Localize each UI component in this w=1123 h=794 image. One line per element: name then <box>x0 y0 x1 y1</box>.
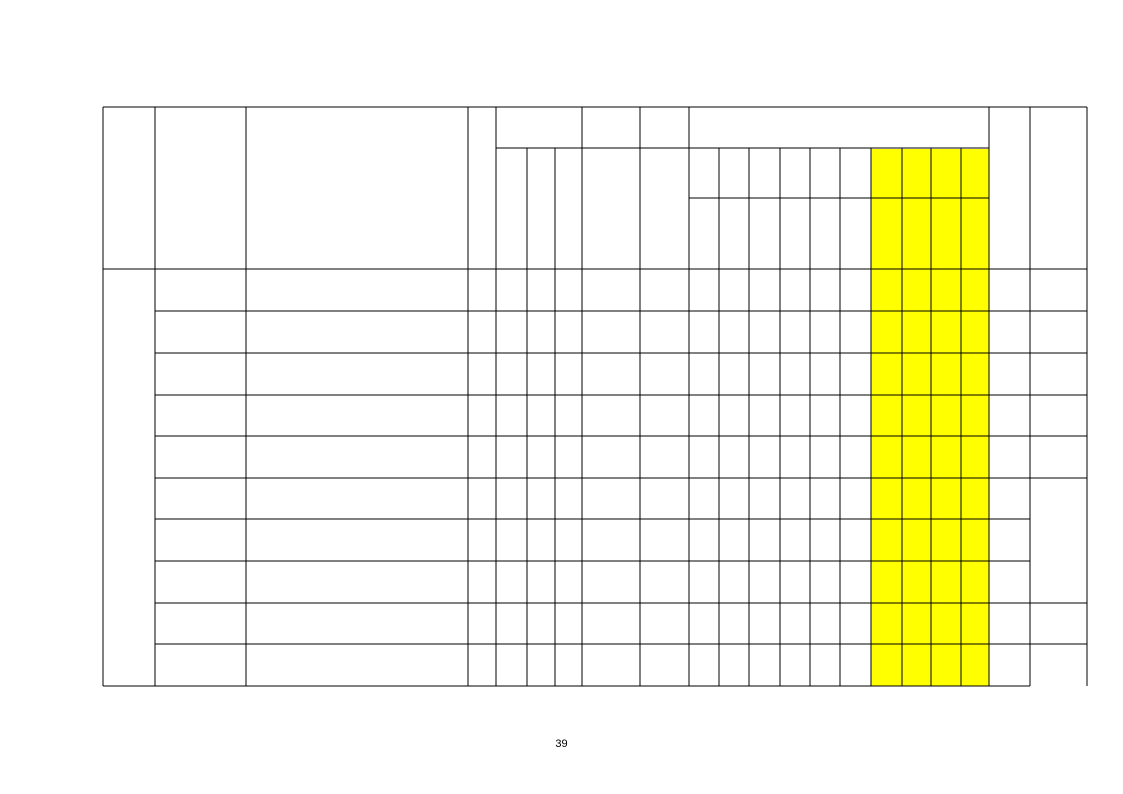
header-category <box>103 107 155 269</box>
weekly-hours-semester-10 <box>961 436 989 478</box>
theory-hours <box>527 353 555 395</box>
practice-hours <box>555 644 582 686</box>
weekly-hours-semester-8 <box>902 395 931 436</box>
total-hours <box>496 311 527 353</box>
header-module <box>989 107 1030 269</box>
weekly-hours-semester-1 <box>689 269 719 311</box>
weekly-hours-semester-5 <box>810 269 840 311</box>
weekly-hours-semester-7 <box>871 644 902 686</box>
weekly-hours-semester-5 <box>810 519 840 561</box>
weekly-hours-semester-10 <box>961 311 989 353</box>
header-semester-1 <box>689 148 719 198</box>
page-number: 39 <box>555 738 568 750</box>
weekly-hours-semester-1 <box>689 478 719 519</box>
weekly-hours-semester-10 <box>961 269 989 311</box>
course-nature <box>582 436 640 478</box>
weekly-hours-semester-10 <box>961 395 989 436</box>
course-code <box>155 561 246 603</box>
credit <box>468 311 496 353</box>
total-hours <box>496 353 527 395</box>
credit <box>468 603 496 644</box>
weekly-hours-semester-3 <box>749 311 780 353</box>
theory-hours <box>527 603 555 644</box>
weekly-hours-semester-3 <box>749 644 780 686</box>
theory-hours <box>527 269 555 311</box>
total-hours <box>496 561 527 603</box>
header-weekly-hours <box>871 198 902 269</box>
weekly-hours-semester-5 <box>810 353 840 395</box>
weekly-hours-semester-6 <box>840 478 871 519</box>
weekly-hours-semester-8 <box>902 561 931 603</box>
course-nature <box>582 603 640 644</box>
weekly-hours-semester-3 <box>749 353 780 395</box>
header-semester-5 <box>810 148 840 198</box>
header-weekly-hours <box>961 198 989 269</box>
credit <box>468 561 496 603</box>
course-name <box>246 603 468 644</box>
weekly-hours-semester-7 <box>871 603 902 644</box>
weekly-hours-semester-9 <box>931 561 961 603</box>
weekly-hours-semester-1 <box>689 603 719 644</box>
practice-hours <box>555 395 582 436</box>
header-weekly-hours <box>780 198 810 269</box>
weekly-hours-semester-2 <box>719 353 749 395</box>
weekly-hours-semester-4 <box>780 353 810 395</box>
total-hours <box>496 436 527 478</box>
weekly-hours-semester-5 <box>810 561 840 603</box>
weekly-hours-semester-4 <box>780 269 810 311</box>
weekly-hours-semester-8 <box>902 519 931 561</box>
header-weekly-hours <box>749 198 780 269</box>
header-department <box>1030 107 1087 269</box>
weekly-hours-semester-7 <box>871 519 902 561</box>
weekly-hours-semester-5 <box>810 644 840 686</box>
header-semester-3 <box>749 148 780 198</box>
course-nature <box>582 311 640 353</box>
weekly-hours-semester-8 <box>902 353 931 395</box>
assessment-method <box>640 395 689 436</box>
weekly-hours-semester-9 <box>931 269 961 311</box>
course-code <box>155 353 246 395</box>
department-note <box>1030 519 1087 644</box>
course-nature <box>582 353 640 395</box>
weekly-hours-semester-2 <box>719 395 749 436</box>
header-weekly-hours <box>689 198 719 269</box>
weekly-hours-semester-2 <box>719 311 749 353</box>
weekly-hours-semester-10 <box>961 603 989 644</box>
theory-hours <box>527 436 555 478</box>
header-nature-group <box>582 107 640 148</box>
course-name <box>246 353 468 395</box>
practice-hours <box>555 353 582 395</box>
assessment-method <box>640 353 689 395</box>
weekly-hours-semester-8 <box>902 603 931 644</box>
course-name <box>246 269 468 311</box>
weekly-hours-semester-6 <box>840 269 871 311</box>
theory-hours <box>527 519 555 561</box>
weekly-hours-semester-2 <box>719 436 749 478</box>
header-assess-values <box>640 148 689 269</box>
theory-hours <box>527 561 555 603</box>
weekly-hours-semester-8 <box>902 436 931 478</box>
credit <box>468 436 496 478</box>
weekly-hours-semester-9 <box>931 311 961 353</box>
course-code <box>155 436 246 478</box>
weekly-hours-semester-6 <box>840 519 871 561</box>
weekly-hours-semester-9 <box>931 395 961 436</box>
credit <box>468 395 496 436</box>
practice-hours <box>555 561 582 603</box>
header-semester-2 <box>719 148 749 198</box>
header-hours-group <box>496 107 582 148</box>
course-nature <box>582 269 640 311</box>
weekly-hours-semester-10 <box>961 644 989 686</box>
weekly-hours-semester-7 <box>871 478 902 519</box>
weekly-hours-semester-5 <box>810 311 840 353</box>
header-weekly-hours <box>719 198 749 269</box>
weekly-hours-semester-3 <box>749 269 780 311</box>
weekly-hours-semester-5 <box>810 436 840 478</box>
weekly-hours-semester-8 <box>902 269 931 311</box>
weekly-hours-semester-1 <box>689 311 719 353</box>
weekly-hours-semester-6 <box>840 644 871 686</box>
weekly-hours-semester-2 <box>719 561 749 603</box>
assessment-method <box>640 269 689 311</box>
assessment-method <box>640 478 689 519</box>
weekly-hours-semester-3 <box>749 478 780 519</box>
weekly-hours-semester-6 <box>840 353 871 395</box>
weekly-hours-semester-6 <box>840 603 871 644</box>
course-name <box>246 436 468 478</box>
course-code <box>155 269 246 311</box>
header-semester-10 <box>961 148 989 198</box>
assessment-method <box>640 644 689 686</box>
practice-hours <box>555 436 582 478</box>
weekly-hours-semester-1 <box>689 519 719 561</box>
credit <box>468 478 496 519</box>
weekly-hours-semester-9 <box>931 478 961 519</box>
weekly-hours-semester-9 <box>931 603 961 644</box>
total-hours <box>496 603 527 644</box>
theory-hours <box>527 478 555 519</box>
weekly-hours-semester-4 <box>780 311 810 353</box>
header-weekly-hours <box>931 198 961 269</box>
weekly-hours-semester-3 <box>749 436 780 478</box>
credit <box>468 644 496 686</box>
weekly-hours-semester-2 <box>719 478 749 519</box>
weekly-hours-semester-10 <box>961 561 989 603</box>
course-nature <box>582 395 640 436</box>
header-code <box>155 107 246 269</box>
header-weekly-hours <box>840 198 871 269</box>
header-semester-4 <box>780 148 810 198</box>
header-total-hours <box>496 148 527 269</box>
course-name <box>246 311 468 353</box>
credit <box>468 519 496 561</box>
practice-hours <box>555 519 582 561</box>
practice-hours <box>555 311 582 353</box>
credit <box>468 353 496 395</box>
theory-hours <box>527 395 555 436</box>
course-name <box>246 561 468 603</box>
weekly-hours-semester-4 <box>780 519 810 561</box>
course-nature <box>582 644 640 686</box>
course-code <box>155 519 246 561</box>
weekly-hours-semester-7 <box>871 436 902 478</box>
weekly-hours-semester-1 <box>689 353 719 395</box>
weekly-hours-semester-10 <box>961 478 989 519</box>
course-name <box>246 519 468 561</box>
header-semester-6 <box>840 148 871 198</box>
header-semester-8 <box>902 148 931 198</box>
assessment-method <box>640 561 689 603</box>
assessment-method <box>640 519 689 561</box>
course-nature <box>582 478 640 519</box>
weekly-hours-semester-5 <box>810 395 840 436</box>
weekly-hours-semester-4 <box>780 603 810 644</box>
total-hours <box>496 395 527 436</box>
practice-hours <box>555 269 582 311</box>
header-nature-values <box>582 148 640 269</box>
header-assess-group <box>640 107 689 148</box>
practice-hours <box>555 478 582 519</box>
header-theory-hours <box>527 148 555 269</box>
course-code <box>155 478 246 519</box>
course-nature <box>582 561 640 603</box>
weekly-hours-semester-8 <box>902 644 931 686</box>
weekly-hours-semester-9 <box>931 436 961 478</box>
header-credit <box>468 107 496 269</box>
total-hours <box>496 478 527 519</box>
assessment-method <box>640 603 689 644</box>
course-name <box>246 478 468 519</box>
header-semester-group <box>689 107 989 148</box>
weekly-hours-semester-3 <box>749 395 780 436</box>
weekly-hours-semester-7 <box>871 311 902 353</box>
weekly-hours-semester-8 <box>902 311 931 353</box>
course-code <box>155 603 246 644</box>
header-practice-hours <box>555 148 582 269</box>
weekly-hours-semester-5 <box>810 603 840 644</box>
weekly-hours-semester-4 <box>780 436 810 478</box>
theory-hours <box>527 644 555 686</box>
weekly-hours-semester-4 <box>780 644 810 686</box>
weekly-hours-semester-4 <box>780 478 810 519</box>
weekly-hours-semester-5 <box>810 478 840 519</box>
weekly-hours-semester-3 <box>749 561 780 603</box>
course-name <box>246 644 468 686</box>
course-code <box>155 311 246 353</box>
assessment-method <box>640 311 689 353</box>
total-hours <box>496 269 527 311</box>
weekly-hours-semester-6 <box>840 436 871 478</box>
total-hours <box>496 519 527 561</box>
weekly-hours-semester-9 <box>931 353 961 395</box>
weekly-hours-semester-2 <box>719 603 749 644</box>
course-code <box>155 644 246 686</box>
course-name <box>246 395 468 436</box>
weekly-hours-semester-3 <box>749 519 780 561</box>
header-weekly-hours <box>902 198 931 269</box>
weekly-hours-semester-1 <box>689 561 719 603</box>
weekly-hours-semester-8 <box>902 478 931 519</box>
header-semester-9 <box>931 148 961 198</box>
weekly-hours-semester-6 <box>840 561 871 603</box>
weekly-hours-semester-1 <box>689 644 719 686</box>
weekly-hours-semester-1 <box>689 395 719 436</box>
weekly-hours-semester-7 <box>871 269 902 311</box>
weekly-hours-semester-6 <box>840 395 871 436</box>
weekly-hours-semester-9 <box>931 519 961 561</box>
weekly-hours-semester-7 <box>871 395 902 436</box>
weekly-hours-semester-9 <box>931 644 961 686</box>
header-weekly-hours <box>810 198 840 269</box>
weekly-hours-semester-7 <box>871 353 902 395</box>
credit <box>468 269 496 311</box>
header-name <box>246 107 468 269</box>
weekly-hours-semester-4 <box>780 561 810 603</box>
course-code <box>155 395 246 436</box>
weekly-hours-semester-6 <box>840 311 871 353</box>
weekly-hours-semester-3 <box>749 603 780 644</box>
assessment-method <box>640 436 689 478</box>
weekly-hours-semester-7 <box>871 561 902 603</box>
header-semester-7 <box>871 148 902 198</box>
practice-hours <box>555 603 582 644</box>
weekly-hours-semester-10 <box>961 353 989 395</box>
theory-hours <box>527 311 555 353</box>
weekly-hours-semester-10 <box>961 519 989 561</box>
course-nature <box>582 519 640 561</box>
weekly-hours-semester-2 <box>719 269 749 311</box>
weekly-hours-semester-2 <box>719 644 749 686</box>
weekly-hours-semester-4 <box>780 395 810 436</box>
weekly-hours-semester-2 <box>719 519 749 561</box>
total-hours <box>496 644 527 686</box>
weekly-hours-semester-1 <box>689 436 719 478</box>
